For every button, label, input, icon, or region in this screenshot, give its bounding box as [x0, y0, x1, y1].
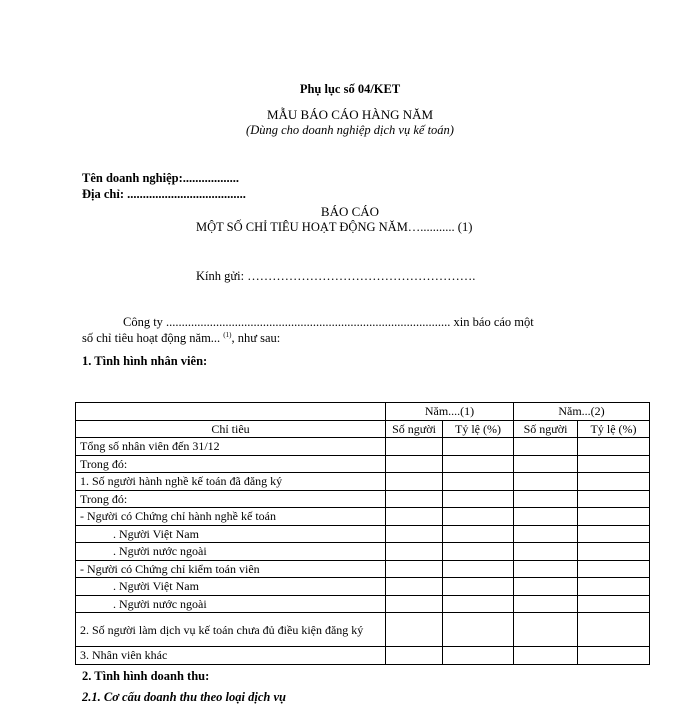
- company-name-line: Tên doanh nghiệp:..................: [82, 171, 239, 185]
- empty-cell: [578, 490, 650, 508]
- row-label: - Người có Chứng chỉ hành nghề kế toán: [76, 508, 386, 526]
- intro-text-a: số chỉ tiêu hoạt động năm...: [82, 331, 224, 345]
- empty-cell: [514, 595, 578, 613]
- count-header-1: Số người: [386, 420, 443, 438]
- table-row: [76, 508, 650, 526]
- empty-cell: [514, 455, 578, 473]
- row-label: 1. Số người hành nghề kế toán đã đăng ký: [76, 473, 386, 491]
- table-row: [76, 595, 650, 613]
- empty-cell: [514, 613, 578, 647]
- empty-cell: [578, 525, 650, 543]
- row-label: 2. Số người làm dịch vụ kế toán chưa đủ điều kiện đăng ký: [76, 613, 386, 647]
- form-title: MẪU BÁO CÁO HÀNG NĂM: [266, 107, 434, 122]
- empty-cell: [386, 647, 443, 665]
- header-blank-cell: [76, 403, 386, 421]
- empty-cell: [386, 490, 443, 508]
- ratio-header-2: Tỷ lệ (%): [578, 420, 650, 438]
- section-2-1-heading: 2.1. Cơ cấu doanh thu theo loại dịch vụ: [82, 690, 286, 704]
- table-header-row-1: [76, 403, 650, 421]
- row-label: 3. Nhân viên khác: [76, 647, 386, 665]
- empty-cell: [514, 438, 578, 456]
- empty-cell: [578, 438, 650, 456]
- footnote-marker: (1): [223, 331, 232, 339]
- indicator-header: Chỉ tiêu: [76, 420, 386, 438]
- empty-cell: [514, 578, 578, 596]
- empty-cell: [514, 647, 578, 665]
- row-label: . Người nước ngoài: [76, 543, 386, 561]
- company-address-line: Địa chỉ: ......................................: [82, 187, 246, 201]
- empty-cell: [443, 473, 514, 491]
- empty-cell: [443, 613, 514, 647]
- empty-cell: [443, 490, 514, 508]
- row-label: Trong đó:: [76, 490, 386, 508]
- table-header-row-2: [76, 420, 650, 438]
- table-row: [76, 647, 650, 665]
- empty-cell: [578, 595, 650, 613]
- empty-cell: [514, 508, 578, 526]
- row-label: . Người nước ngoài: [76, 595, 386, 613]
- section-2-heading: 2. Tình hình doanh thu:: [82, 669, 210, 683]
- empty-cell: [386, 508, 443, 526]
- intro-text-b: , như sau:: [231, 331, 281, 345]
- table-row: [76, 578, 650, 596]
- intro-line-2: [82, 331, 280, 346]
- report-subtitle: MỘT SỐ CHỈ TIÊU HOẠT ĐỘNG NĂM…........... (1): [196, 220, 473, 234]
- empty-cell: [386, 613, 443, 647]
- ratio-header-1: Tỷ lệ (%): [443, 420, 514, 438]
- empty-cell: [514, 560, 578, 578]
- empty-cell: [443, 595, 514, 613]
- empty-cell: [443, 508, 514, 526]
- empty-cell: [386, 473, 443, 491]
- row-label: - Người có Chứng chỉ kiểm toán viên: [76, 560, 386, 578]
- empty-cell: [443, 647, 514, 665]
- table-row: [76, 543, 650, 561]
- year-1-header: Năm....(1): [386, 403, 514, 421]
- empty-cell: [578, 613, 650, 647]
- appendix-label: Phụ lục số 04/KET: [299, 82, 401, 96]
- table-row: [76, 438, 650, 456]
- empty-cell: [514, 490, 578, 508]
- empty-cell: [578, 578, 650, 596]
- empty-cell: [578, 473, 650, 491]
- empty-cell: [386, 455, 443, 473]
- empty-cell: [443, 525, 514, 543]
- row-label: . Người Việt Nam: [76, 578, 386, 596]
- section-1-heading: 1. Tình hình nhân viên:: [82, 354, 208, 368]
- empty-cell: [443, 438, 514, 456]
- table-row: [76, 525, 650, 543]
- table-row: [76, 455, 650, 473]
- row-label: Tổng số nhân viên đến 31/12: [76, 438, 386, 456]
- empty-cell: [578, 560, 650, 578]
- row-label: . Người Việt Nam: [76, 525, 386, 543]
- empty-cell: [386, 525, 443, 543]
- year-2-header: Năm...(2): [514, 403, 650, 421]
- empty-cell: [578, 647, 650, 665]
- empty-cell: [578, 543, 650, 561]
- table-row: [76, 560, 650, 578]
- empty-cell: [578, 455, 650, 473]
- count-header-2: Số người: [514, 420, 578, 438]
- empty-cell: [514, 473, 578, 491]
- table-row: [76, 473, 650, 491]
- table-row: [76, 490, 650, 508]
- report-title: BÁO CÁO: [320, 204, 380, 219]
- empty-cell: [514, 525, 578, 543]
- form-subtitle: (Dùng cho doanh nghiệp dịch vụ kế toán): [246, 123, 454, 137]
- empty-cell: [514, 543, 578, 561]
- recipient-line: Kính gửi: ……………………………………………….: [196, 269, 476, 283]
- empty-cell: [386, 595, 443, 613]
- empty-cell: [386, 560, 443, 578]
- empty-cell: [578, 508, 650, 526]
- empty-cell: [443, 560, 514, 578]
- intro-line-1: Công ty ........................................................................................... xin báo cáo một: [123, 315, 534, 329]
- row-label: Trong đó:: [76, 455, 386, 473]
- empty-cell: [443, 455, 514, 473]
- empty-cell: [386, 578, 443, 596]
- empty-cell: [386, 543, 443, 561]
- staff-table: [75, 402, 650, 665]
- empty-cell: [386, 438, 443, 456]
- empty-cell: [443, 578, 514, 596]
- table-row: [76, 613, 650, 647]
- empty-cell: [443, 543, 514, 561]
